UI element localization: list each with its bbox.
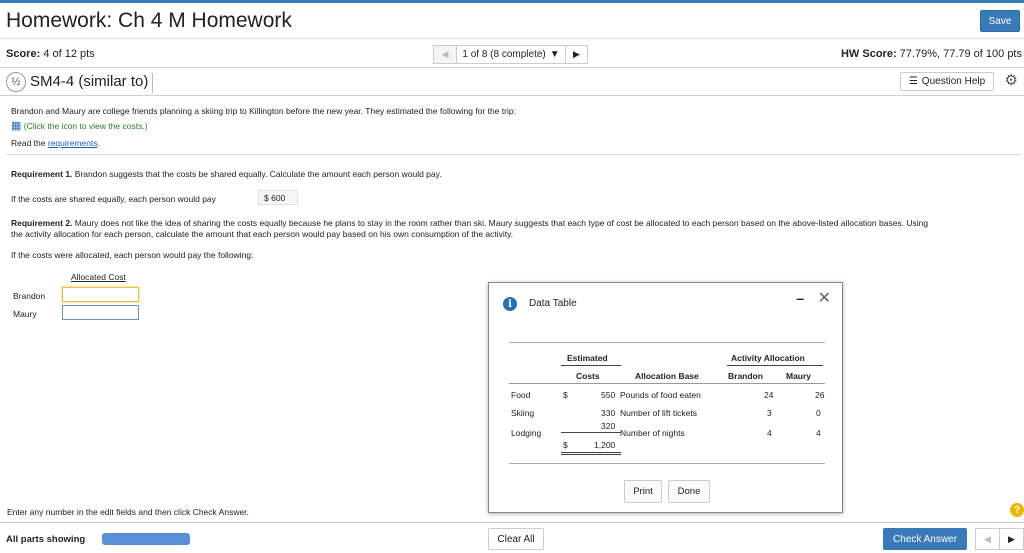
hw-score-label: HW Score:	[840, 48, 897, 60]
save-button[interactable]: Save	[980, 10, 1020, 32]
req2-label: Requirement 2.	[11, 218, 73, 228]
row-maury: 4	[816, 428, 821, 438]
caret-down-icon: ▼	[549, 49, 560, 60]
col-allocation-base: Allocation Base	[635, 371, 699, 381]
col-brandon: Brandon	[728, 371, 763, 381]
data-table-modal	[488, 282, 843, 513]
hw-score-value: 77.79%, 77.79 of 100 pts	[899, 48, 1022, 60]
data-table	[509, 342, 825, 464]
row-item: Lodging	[511, 428, 542, 438]
col-costs: Costs	[576, 371, 600, 381]
req2-text-line2: the activity allocation for each person, calculate the amount that each person would pay based on his own consumption of the activity.	[11, 229, 514, 239]
requirements-link[interactable]: requirements	[47, 138, 98, 148]
req2-text: Maury does not like the idea of sharing the costs equally because he plans to stay in the room rather than ski. Maury suggests that each type of cost be allocated to each person based on the above-listed allocation bases. Using	[74, 218, 929, 228]
brandon-label: Brandon	[13, 291, 46, 301]
score-value: 4 of 12 pts	[43, 48, 95, 60]
col-estimated: Estimated	[567, 353, 608, 363]
read-requirements	[11, 138, 100, 148]
click-icon-text: (Click the icon to view the costs.)	[23, 121, 148, 131]
score	[6, 48, 95, 60]
table-icon: ▦	[11, 120, 22, 132]
minimize-button[interactable]: –	[796, 290, 804, 306]
read-the-text: Read the	[11, 138, 46, 148]
req1-text: Brandon suggests that the costs be shared equally. Calculate the amount each person would pay.	[74, 169, 442, 179]
top-accent-line	[0, 0, 1024, 3]
col-activity-allocation: Activity Allocation	[731, 353, 805, 363]
col-maury: Maury	[786, 371, 812, 381]
next-part-button[interactable]: ▶	[999, 528, 1024, 550]
enter-hint: Enter any number in the edit fields and then click Check Answer.	[7, 507, 249, 517]
score-label: Score:	[6, 48, 41, 60]
allocated-cost-header: Allocated Cost	[71, 272, 126, 282]
question-select[interactable]	[457, 45, 566, 64]
intro-text: Brandon and Maury are college friends planning a skiing trip to Killington before the new year. They estimated the following for the trip:	[11, 106, 516, 116]
equal-share-answer[interactable]: $ 600	[258, 190, 298, 205]
row-item: Skiing	[511, 408, 535, 418]
row-base: Number of lift tickets	[620, 408, 697, 418]
help-question-icon[interactable]: ?	[1010, 503, 1024, 517]
brandon-allocated-input[interactable]	[62, 287, 139, 302]
total-cost: 1,200	[594, 440, 616, 450]
hw-score	[841, 48, 1022, 60]
partial-credit-icon: ½	[6, 72, 26, 92]
gear-icon[interactable]: ⚙	[1004, 72, 1018, 89]
footer-bar	[0, 522, 1024, 553]
row-base: Pounds of food eaten	[620, 390, 701, 400]
next-question-button[interactable]: ▶	[566, 45, 588, 64]
row-base: Number of nights	[620, 428, 685, 438]
question-bar	[0, 68, 1024, 96]
row-item: Food	[511, 390, 531, 400]
row-cost: 320	[601, 421, 616, 431]
divider	[6, 154, 1020, 155]
requirement-2	[11, 218, 928, 228]
score-bar	[0, 38, 1024, 68]
question-select-text: 1 of 8 (8 complete)	[462, 49, 546, 60]
question-pager	[433, 45, 588, 64]
maury-allocated-input[interactable]	[62, 305, 139, 320]
cost-table-link[interactable]	[11, 119, 148, 132]
allocated-prompt: If the costs were allocated, each person would pay the following:	[11, 250, 254, 260]
total-dollar: $	[563, 440, 568, 450]
requirement-1	[11, 169, 442, 179]
row-maury: 26	[815, 390, 825, 400]
maury-label: Maury	[13, 309, 37, 319]
all-parts-label: All parts showing	[6, 534, 86, 545]
close-icon[interactable]: ✕	[817, 290, 831, 307]
question-help-label: Question Help	[921, 76, 986, 87]
modal-title: Data Table	[529, 298, 577, 309]
done-button[interactable]: Done	[668, 480, 710, 503]
equal-share-prompt: If the costs are shared equally, each person would pay	[11, 194, 216, 204]
row-brandon: 3	[767, 408, 772, 418]
question-title: SM4-4 (similar to)	[30, 73, 153, 93]
row-cost: 550	[601, 390, 616, 400]
req1-label: Requirement 1.	[11, 169, 73, 179]
info-icon: i	[503, 297, 517, 311]
page-title: Homework: Ch 4 M Homework	[6, 9, 292, 32]
row-brandon: 24	[764, 390, 774, 400]
previous-part-button[interactable]: ◀	[975, 528, 1000, 550]
check-answer-button[interactable]: Check Answer	[883, 528, 967, 550]
clear-all-button[interactable]: Clear All	[488, 528, 544, 550]
previous-question-button[interactable]: ◀	[433, 45, 457, 64]
row-brandon: 4	[767, 428, 772, 438]
question-help-button[interactable]	[900, 72, 994, 91]
list-icon: ☰	[908, 76, 918, 87]
print-button[interactable]: Print	[624, 480, 662, 503]
row-dollar: $	[563, 390, 568, 400]
period: .	[97, 138, 100, 148]
row-cost: 330	[601, 408, 616, 418]
progress-bar	[102, 533, 190, 545]
row-maury: 0	[816, 408, 821, 418]
